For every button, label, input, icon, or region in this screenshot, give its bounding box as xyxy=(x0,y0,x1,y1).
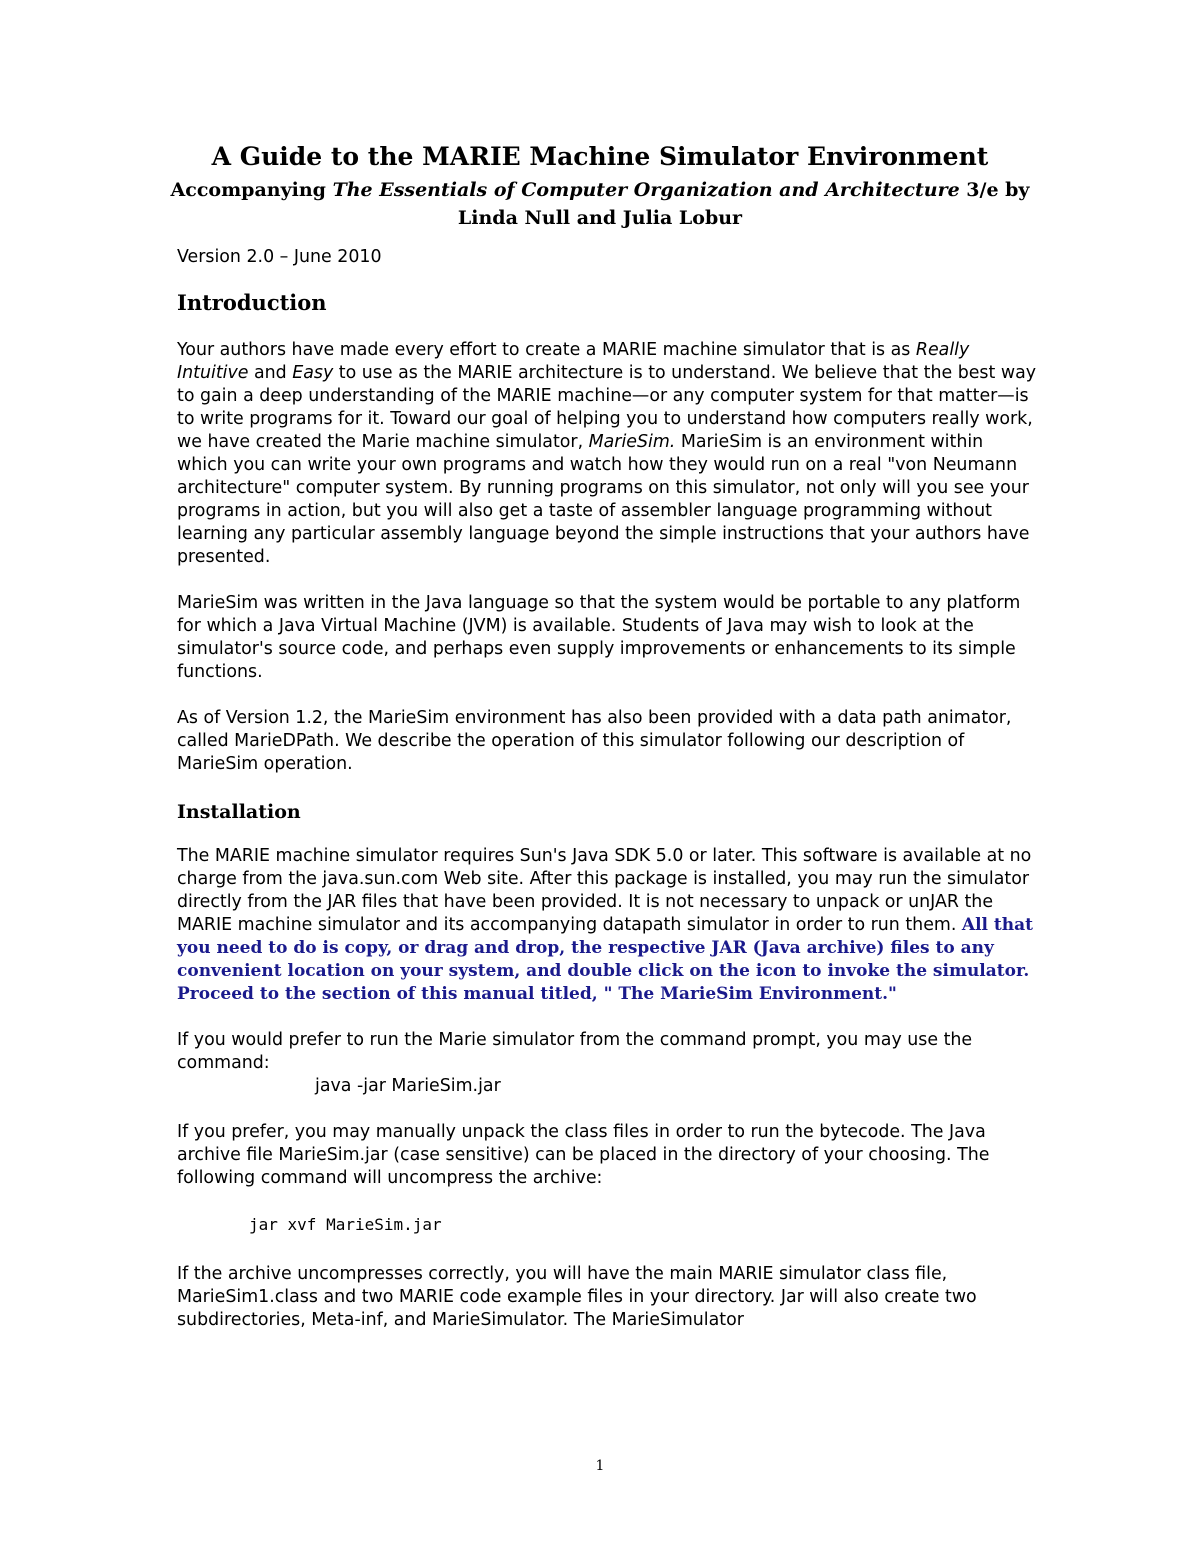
intro-p1-italic-easy: Easy xyxy=(292,363,334,383)
introduction-paragraph-3: As of Version 1.2, the MarieSim environment has also been provided with a data path animator, called MarieDPath. We describe the operation of this simulator following our description of MarieSim operation. xyxy=(177,708,1012,774)
installation-paragraph-3: If you prefer, you may manually unpack the class files in order to run the bytecode. The Java archive file MarieSim.jar (case sensitive) can be placed in the directory of your choosing. The following command will uncompress the archive: xyxy=(177,1122,990,1188)
intro-p1-text-a: Your authors have made every effort to create a MARIE machine simulator that is as xyxy=(177,340,916,360)
installation-paragraph-2: If you would prefer to run the Marie simulator from the command prompt, you may use the command: xyxy=(177,1030,973,1073)
page-number: 1 xyxy=(595,1458,605,1474)
book-title: The Essentials of Computer Organization and Architecture xyxy=(332,179,960,201)
version-line: Version 2.0 – June 2010 xyxy=(177,247,382,267)
installation-paragraph-4: If the archive uncompresses correctly, you will have the main MARIE simulator class file, MarieSim1.class and two MARIE code example files in your directory. Jar will also create two subdirectories, Meta-inf, and MarieSimulator. The MarieSimulator xyxy=(177,1264,977,1330)
install-p1-emphasis: All that you need to do is copy, or drag and drop, the respective JAR (Java archive) files to any convenient location on your system, and double click on the icon to invoke the simulator. Proceed to the section of this manual titled, " The MarieSim Environment." xyxy=(177,915,1033,1004)
intro-p1-text-g: MarieSim is an environment within which you can write your own programs and watch how they would run on a real "von Neumann architecture" computer system. By running programs on this simulator, not only will you see your programs in action, but you will also get a taste of assembler language programming without learning any particular assembly language beyond the simple instructions that your authors have presented. xyxy=(177,432,1030,567)
run-command xyxy=(177,1075,1037,1098)
subtitle-suffix: 3/e by xyxy=(959,179,1030,201)
intro-p1-italic-really-intuitive: Really Intuitive xyxy=(177,340,970,383)
introduction-paragraph-2: MarieSim was written in the Java language so that the system would be portable to any platform for which a Java Virtual Machine (JVM) is available. Students of Java may wish to look at the simulator's source code, and perhaps even supply improvements or enhancements to its simple functions. xyxy=(177,593,1021,682)
uncompress-code: jar xvf MarieSim.jar xyxy=(249,1215,442,1234)
install-p1-text: The MARIE machine simulator requires Sun's Java SDK 5.0 or later. This software is available at no charge from the java.sun.com Web site. After this package is installed, you may run the simulator directly from the JAR files that have been provided. It is not necessary to unpack or unJAR the MARIE machine simulator and its accompanying datapath simulator in order to run them. xyxy=(177,846,1032,935)
subtitle-prefix: Accompanying xyxy=(170,179,333,201)
installation-heading: Installation xyxy=(177,801,301,823)
run-command-text: java -jar MarieSim.jar xyxy=(315,1076,501,1096)
title-block xyxy=(0,140,1200,232)
introduction-heading: Introduction xyxy=(177,290,327,315)
document-body xyxy=(177,246,1037,1355)
intro-p1-italic-mariesim: MarieSim. xyxy=(588,432,676,452)
document-authors: Linda Null and Julia Lobur xyxy=(457,207,743,229)
intro-p1-text-c: and xyxy=(248,363,293,383)
intro-p1-text-e: to use as the MARIE architecture is to understand. We believe that the best way to gain a deep understanding of the MARIE machine—or any computer system for that matter—is to write programs for it. Toward our goal of helping you to understand how computers really work, we have created the Marie machine simulator, xyxy=(177,363,1037,452)
document-subtitle xyxy=(0,176,1200,204)
introduction-paragraph-1 xyxy=(177,339,1037,569)
document-title: A Guide to the MARIE Machine Simulator Environment xyxy=(211,142,989,171)
installation-paragraph-1 xyxy=(177,845,1037,1006)
